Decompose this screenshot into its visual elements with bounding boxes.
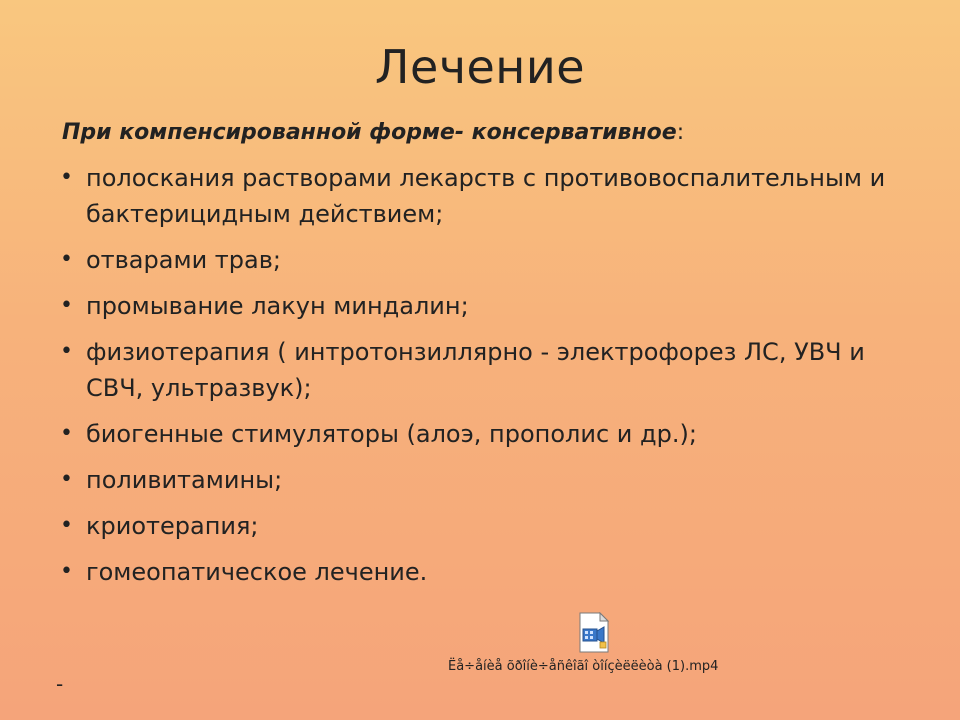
video-file-icon[interactable]: [576, 612, 612, 654]
bullet-icon: •: [60, 467, 73, 492]
list-item: [60, 160, 900, 232]
list-item-text: промывание лакун миндалин;: [86, 292, 469, 320]
list-item: [60, 508, 900, 544]
trailing-mark: -: [56, 672, 64, 696]
list-item-text: физиотерапия ( интротонзиллярно - электрофорез ЛС, УВЧ и СВЧ, ультразвук);: [86, 338, 865, 402]
list-item-text: отварами трав;: [86, 246, 281, 274]
treatment-list: [60, 160, 900, 600]
slide-title: Лечение: [374, 40, 586, 94]
list-item-text: биогенные стимуляторы (алоэ, прополис и др.);: [86, 420, 697, 448]
list-item-text: поливитамины;: [86, 466, 283, 494]
bullet-icon: •: [60, 513, 73, 538]
media-file-label[interactable]: Ëå÷åíèå õðîíè÷åñêîãî òîíçèëëèòà (1).mp4: [448, 659, 719, 674]
slide-subtitle: [62, 120, 684, 145]
list-item: [60, 334, 900, 406]
bullet-icon: •: [60, 165, 73, 190]
bullet-icon: •: [60, 293, 73, 318]
bullet-icon: •: [60, 421, 73, 446]
bullet-icon: •: [60, 339, 73, 364]
list-item-text: криотерапия;: [86, 512, 259, 540]
list-item-text: полоскания растворами лекарств с противовоспалительным и бактерицидным действием;: [86, 164, 886, 228]
bullet-icon: •: [60, 247, 73, 272]
list-item: [60, 554, 900, 590]
bullet-icon: •: [60, 559, 73, 584]
subtitle-text: При компенсированной форме- консервативное: [62, 120, 677, 145]
list-item: [60, 288, 900, 324]
list-item: [60, 242, 900, 278]
list-item-text: гомеопатическое лечение.: [86, 558, 428, 586]
list-item: [60, 416, 900, 452]
subtitle-colon: :: [676, 120, 685, 145]
list-item: [60, 462, 900, 498]
